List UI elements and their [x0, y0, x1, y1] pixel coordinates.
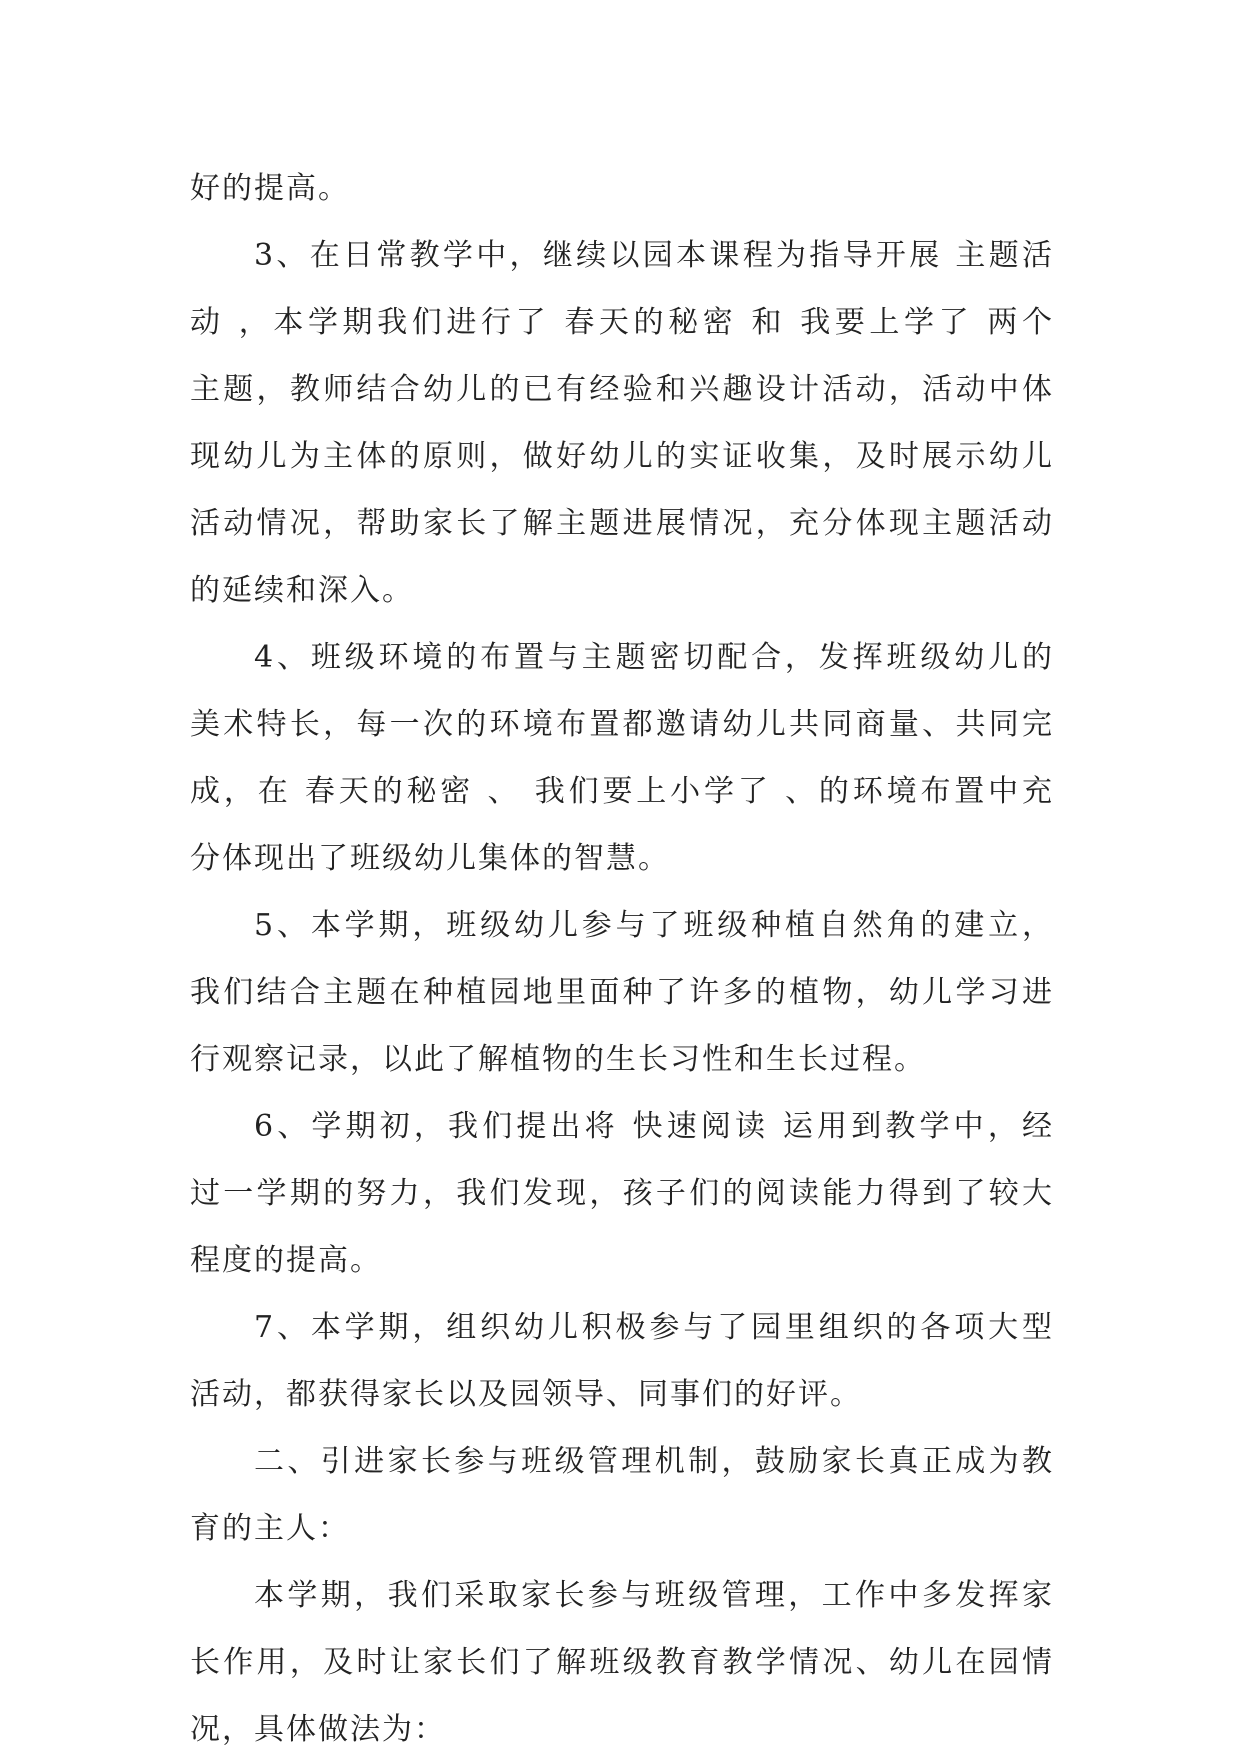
paragraph-line: 好的提高。 — [190, 171, 350, 206]
paragraph-line: 的延续和深入。 — [190, 573, 414, 608]
paragraph-line: 分体现出了班级幼儿集体的智慧。 — [190, 841, 670, 876]
paragraph-line: 活动，都获得家长以及园领导、同事们的好评。 — [190, 1377, 862, 1412]
paragraph-line: 成，在 春天的秘密 、 我们要上小学了 、的环境布置中充 — [190, 774, 1054, 809]
section-heading-line: 育的主人： — [190, 1511, 350, 1546]
paragraph-line: 长作用，及时让家长们了解班级教育教学情况、幼儿在园情 — [190, 1645, 1054, 1680]
paragraph-line: 程度的提高。 — [190, 1243, 382, 1278]
paragraph-first-line: 5、本学期，班级幼儿参与了班级种植自然角的建立， — [254, 908, 1054, 943]
paragraph-line: 主题，教师结合幼儿的已有经验和兴趣设计活动，活动中体 — [190, 372, 1054, 407]
paragraph-line: 行观察记录，以此了解植物的生长习性和生长过程。 — [190, 1042, 926, 1077]
paragraph-line: 过一学期的努力，我们发现，孩子们的阅读能力得到了较大 — [190, 1176, 1054, 1211]
document-body — [190, 155, 1054, 1763]
section-heading-line: 二、引进家长参与班级管理机制，鼓励家长真正成为教 — [254, 1444, 1054, 1479]
paragraph-first-line: 3、在日常教学中，继续以园本课程为指导开展 主题活 — [254, 238, 1054, 273]
paragraph-first-line: 4、班级环境的布置与主题密切配合，发挥班级幼儿的 — [254, 640, 1054, 675]
paragraph-first-line: 7、本学期，组织幼儿积极参与了园里组织的各项大型 — [254, 1310, 1054, 1345]
paragraph-line: 况，具体做法为： — [190, 1712, 446, 1747]
paragraph-line: 动 ，本学期我们进行了 春天的秘密 和 我要上学了 两个 — [190, 305, 1054, 340]
paragraph-first-line: 6、学期初，我们提出将 快速阅读 运用到教学中，经 — [254, 1109, 1054, 1144]
paragraph-line: 活动情况，帮助家长了解主题进展情况，充分体现主题活动 — [190, 506, 1054, 541]
paragraph-line: 现幼儿为主体的原则，做好幼儿的实证收集，及时展示幼儿 — [190, 439, 1054, 474]
paragraph-first-line: 本学期，我们采取家长参与班级管理，工作中多发挥家 — [254, 1578, 1054, 1613]
paragraph-line: 我们结合主题在种植园地里面种了许多的植物，幼儿学习进 — [190, 975, 1054, 1010]
paragraph-line: 美术特长，每一次的环境布置都邀请幼儿共同商量、共同完 — [190, 707, 1054, 742]
